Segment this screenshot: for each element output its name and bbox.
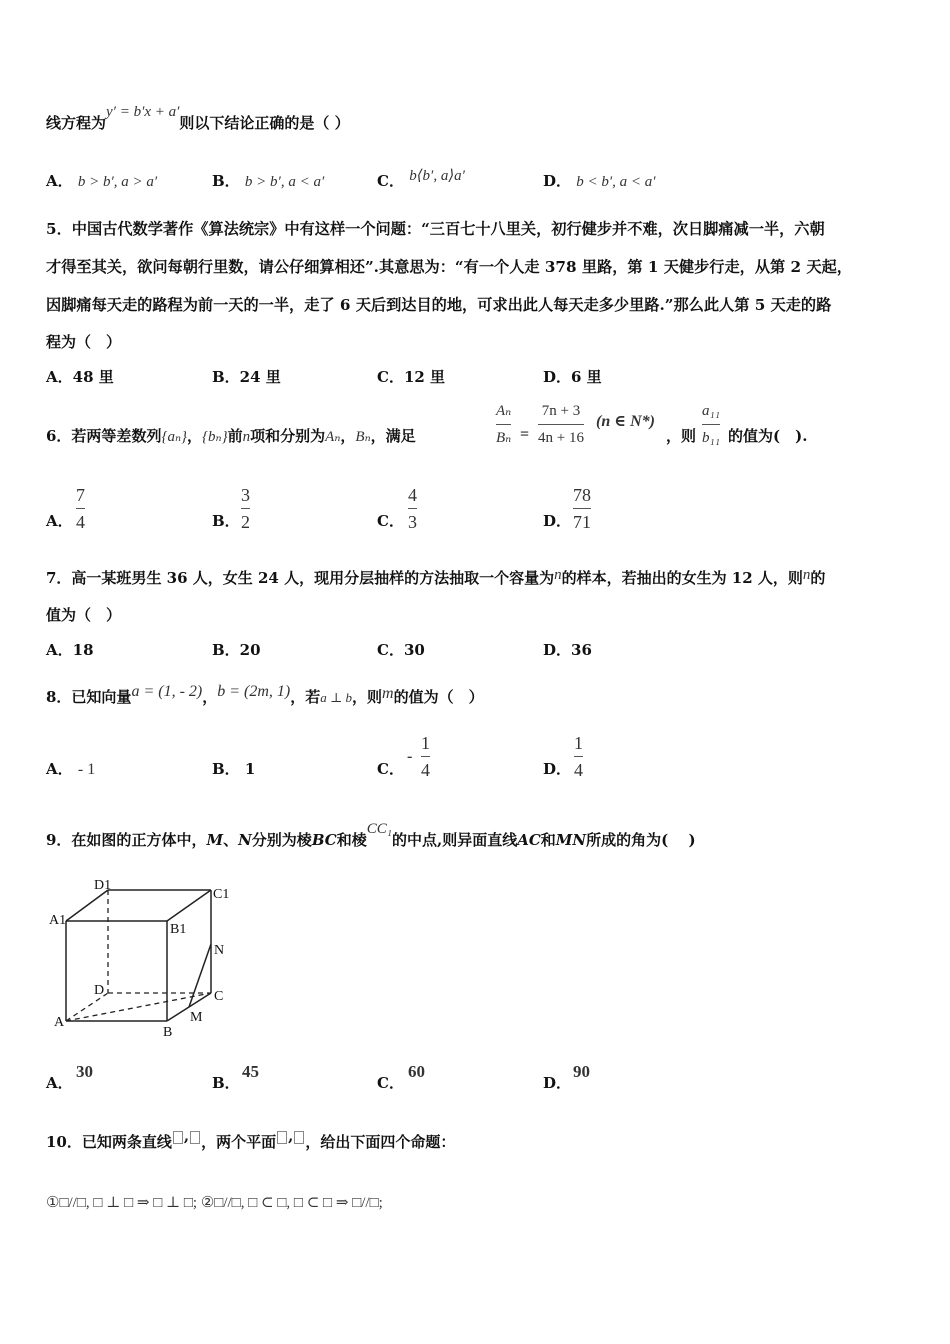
edge-b1-c1 bbox=[167, 890, 211, 921]
q8-option-d-label: D． bbox=[543, 760, 572, 778]
q6-rhs-fraction: 7n + 3 4n + 16 bbox=[538, 403, 584, 446]
q9-option-c: 60 bbox=[408, 1062, 425, 1081]
q4-tail: 则以下结论正确的是（ ） bbox=[179, 114, 350, 132]
q8-option-d: 1 4 bbox=[574, 733, 583, 780]
q4-option-d: D． b < b′, a < a′ bbox=[543, 172, 656, 190]
q7-option-c: C．30 bbox=[377, 641, 425, 659]
q6-option-b: 3 2 bbox=[241, 485, 250, 532]
label-b: B bbox=[163, 1025, 173, 1040]
q6-option-d-label: D． bbox=[543, 512, 572, 530]
edge-a1-d1 bbox=[66, 890, 108, 921]
label-c: C bbox=[214, 989, 224, 1004]
q5-line1: 5．中国古代数学著作《算法统宗》中有这样一个问题：“三百七十八里关，初行健步并不难，次日脚痛减一半，六朝 bbox=[46, 220, 825, 238]
q9-option-b-label: B． bbox=[212, 1074, 240, 1092]
q4-intro: 线方程为 bbox=[46, 114, 107, 132]
label-d: D bbox=[94, 983, 105, 998]
q7-line1: 7．高一某班男生 36 人，女生 24 人，现用分层抽样的方法抽取一个容量为n的样本，若抽出的女生为 12 人，则n的 bbox=[46, 567, 826, 587]
q6-option-d: 78 71 bbox=[573, 485, 591, 532]
q7-option-b: B．20 bbox=[212, 641, 261, 659]
q6-condition: (n ∈ N*) bbox=[596, 413, 655, 430]
q6-seq-a: {aₙ} bbox=[161, 429, 188, 445]
q8-vector-b: b = (2m, 1) bbox=[217, 683, 291, 700]
q10-propositions: ①□//□, □ ⊥ □ ⇒ □ ⊥ □; ②□//□, □ ⊂ □, □ ⊂ □ ⇒ □//□; bbox=[46, 1195, 383, 1211]
q5-option-a: A．48 里 bbox=[46, 368, 114, 386]
label-d1: D1 bbox=[94, 878, 112, 893]
q5-option-c: C．12 里 bbox=[377, 368, 446, 386]
q5-line4: 程为（ ） bbox=[46, 333, 122, 351]
q7-option-a: A．18 bbox=[46, 641, 94, 659]
q8-option-c-sign: - bbox=[407, 748, 413, 765]
q8-stem: 8．已知向量a = (1, - 2)，b = (2m, 1)，若a ⊥ b，则m的值为（ ） bbox=[46, 683, 484, 706]
q9-option-a-label: A． bbox=[46, 1074, 73, 1092]
q4-option-a: A． b > b′, a > a′ bbox=[46, 172, 158, 190]
placeholder-glyphs-lines: , bbox=[172, 1127, 201, 1145]
q6-option-b-label: B． bbox=[212, 512, 240, 530]
q5-option-b: B．24 里 bbox=[212, 368, 281, 386]
q7-line2: 值为（ ） bbox=[46, 606, 122, 624]
q9-option-b: 45 bbox=[242, 1062, 259, 1081]
q6-lhs-fraction: Aₙ Bₙ bbox=[496, 403, 512, 446]
q4-stem bbox=[46, 104, 350, 135]
q8-option-b: B． 1 bbox=[212, 760, 256, 778]
q5-line3: 因脚痛每天走的路程为前一天的一半，走了 6 天后到达目的地，可求出此人每天走多少里路.”那么此人第 5 天走的路 bbox=[46, 296, 832, 314]
q6-stem: 6．若两等差数列{aₙ}，{bₙ}前n项和分别为Aₙ，Bₙ，满足 bbox=[46, 427, 416, 445]
q6-option-c: 4 3 bbox=[408, 485, 417, 532]
q6-then: ，则 bbox=[666, 427, 697, 445]
placeholder-glyphs-planes: , bbox=[276, 1127, 305, 1145]
label-b1: B1 bbox=[170, 922, 187, 937]
q6-option-a-label: A． bbox=[46, 512, 73, 530]
q6-seq-b: {bₙ} bbox=[202, 429, 228, 445]
q8-option-c-label: C． bbox=[377, 760, 404, 778]
q7-option-d: D．36 bbox=[543, 641, 592, 659]
q4-option-b: B． b > b′, a < a′ bbox=[212, 172, 325, 190]
q5-option-d: D．6 里 bbox=[543, 368, 602, 386]
q6-option-a: 7 4 bbox=[76, 485, 85, 532]
q9-option-a: 30 bbox=[76, 1062, 93, 1081]
q8-vector-a: a = (1, - 2) bbox=[131, 683, 203, 700]
cube-figure bbox=[46, 876, 246, 1041]
q4-option-c: C． b⟨b′, a⟩a′ bbox=[377, 168, 465, 190]
label-c1: C1 bbox=[213, 887, 230, 902]
q4-formula: y′ = b′x + a′ bbox=[106, 104, 180, 120]
label-a1: A1 bbox=[49, 913, 67, 928]
q9-stem: 9．在如图的正方体中，M、N分别为棱BC和棱CC₁的中点,则异面直线AC和MN所成的角为( ) bbox=[46, 821, 696, 849]
q10-stem: 10．已知两条直线 , ，两个平面 , ，给出下面四个命题： bbox=[46, 1127, 456, 1151]
q5-line2: 才得至其关，欲问每朝行里数，请公仔细算相还”.其意思为：“有一个人走 378 里路，第 1 天健步行走，从第 2 天起， bbox=[46, 258, 852, 276]
segment-mn bbox=[189, 944, 211, 1007]
q6-tail: 的值为( ). bbox=[728, 427, 808, 445]
label-n: N bbox=[214, 943, 225, 958]
q9-option-c-label: C． bbox=[377, 1074, 404, 1092]
q6-equals: = bbox=[520, 426, 530, 443]
q9-option-d-label: D． bbox=[543, 1074, 572, 1092]
q9-option-d: 90 bbox=[573, 1062, 590, 1081]
q6-ask-fraction: a₁₁ b₁₁ bbox=[702, 403, 720, 446]
q8-option-c: 1 4 bbox=[421, 733, 430, 780]
q6-option-c-label: C． bbox=[377, 512, 404, 530]
label-a: A bbox=[54, 1015, 65, 1030]
label-m: M bbox=[190, 1010, 203, 1025]
q8-option-a: A． - 1 bbox=[46, 760, 96, 778]
